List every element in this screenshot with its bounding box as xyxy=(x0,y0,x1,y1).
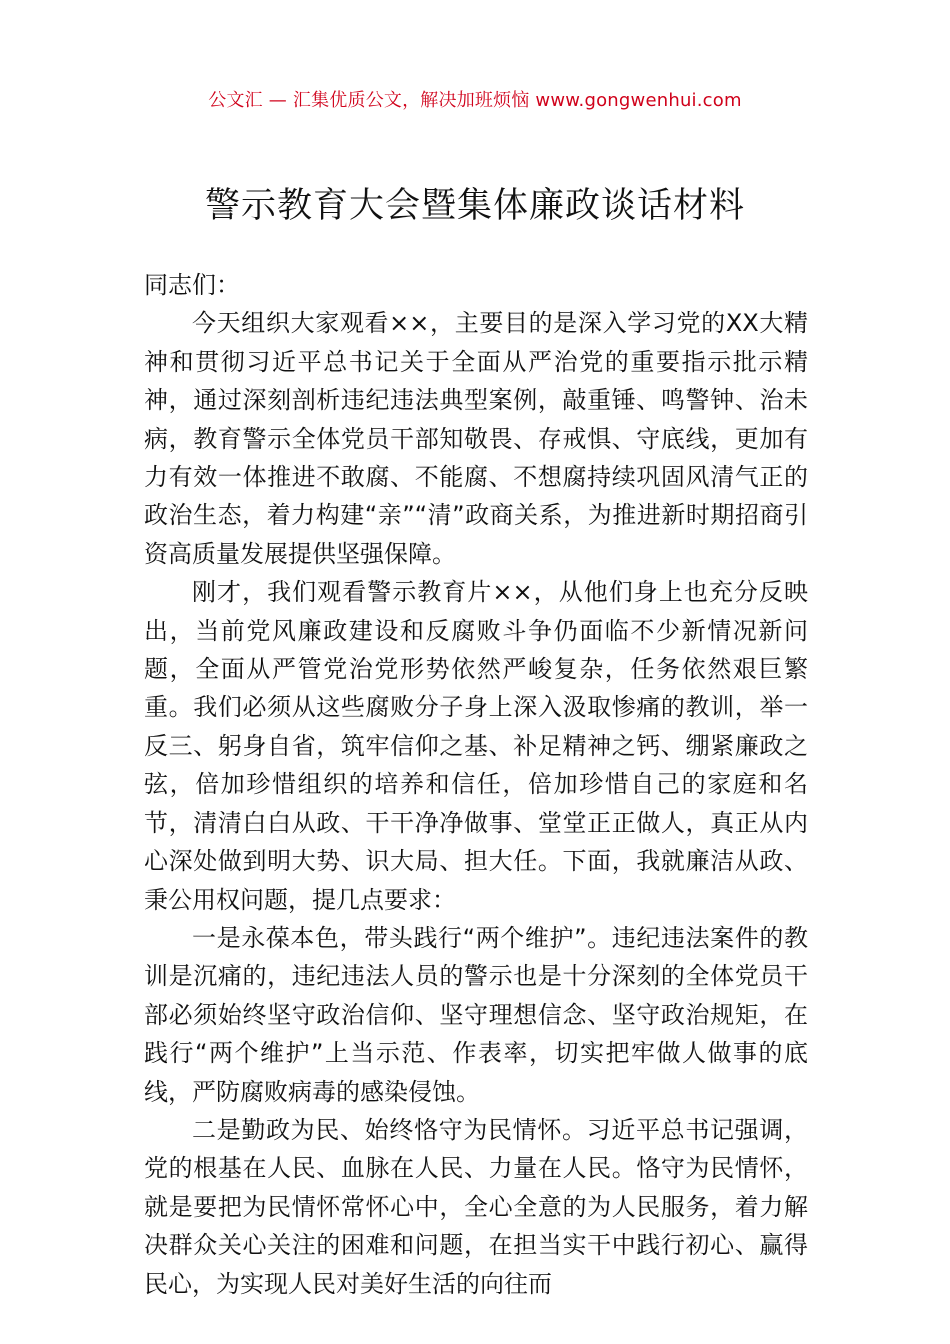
salutation: 同志们： xyxy=(144,271,240,299)
document-body xyxy=(144,266,808,1303)
paragraph-2: 刚才，我们观看警示教育片××，从他们身上也充分反映出，当前党风廉政建设和反腐败斗争仍面临不少新情况新问题，全面从严管党治党形势依然严峻复杂，任务依然艰巨繁重。我们必须从这些腐败分子身上深入汲取惨痛的教训，举一反三、躬身自省，筑牢信仰之基、补足精神之钙、绷紧廉政之弦，倍加珍惜组织的培养和信任，倍加珍惜自己的家庭和名节，清清白白从政、干干净净做事、堂堂正正做人，真正从内心深处做到明大势、识大局、担大任。下面，我就廉洁从政、秉公用权问题，提几点要求： xyxy=(144,578,808,914)
paragraph-4: 二是勤政为民、始终恪守为民情怀。习近平总书记强调，党的根基在人民、血脉在人民、力量在人民。恪守为民情怀，就是要把为民情怀常怀心中，全心全意的为人民服务，着力解决群众关心关注的困难和问题，在担当实干中践行初心、赢得民心，为实现人民对美好生活的向往而 xyxy=(144,1115,808,1298)
site-banner: 公文汇 — 汇集优质公文，解决加班烦恼 www.gongwenhui.com xyxy=(208,90,742,111)
paragraph-1: 今天组织大家观看××，主要目的是深入学习党的XX大精神和贯彻习近平总书记关于全面从严治党的重要指示批示精神，通过深刻剖析违纪违法典型案例，敲重锤、鸣警钟、治未病，教育警示全体党员干部知敬畏、存戒惧、守底线，更加有力有效一体推进不敢腐、不能腐、不想腐持续巩固风清气正的政治生态，着力构建“亲”“清”政商关系，为推进新时期招商引资高质量发展提供坚强保障。 xyxy=(144,309,808,568)
document-title: 警示教育大会暨集体廉政谈话材料 xyxy=(204,186,745,226)
paragraph-3: 一是永葆本色，带头践行“两个维护”。违纪违法案件的教训是沉痛的，违纪违法人员的警示也是十分深刻的全体党员干部必须始终坚守政治信仰、坚守理想信念、坚守政治规矩，在践行“两个维护”上当示范、作表率，切实把牢做人做事的底线，严防腐败病毒的感染侵蚀。 xyxy=(144,923,808,1106)
